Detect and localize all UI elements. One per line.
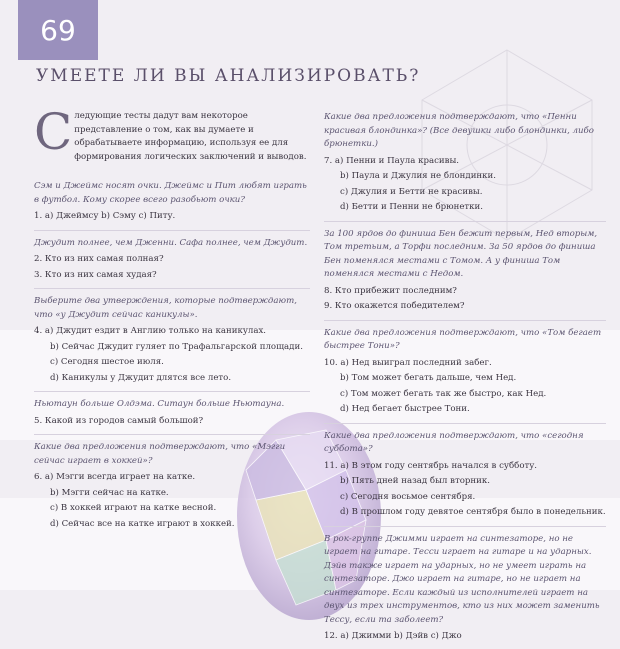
question-block <box>324 111 606 215</box>
answer-option: b) Сейчас Джудит гуляет по Трафальгарской площади. <box>50 341 303 352</box>
drop-cap: С <box>34 103 73 161</box>
divider <box>34 288 310 289</box>
answer-option: d) В прошлом году девятое сентября было в понедельник. <box>340 507 606 517</box>
question-line: 8. Кто прибежит последним? <box>324 285 457 296</box>
question-line: 11. а) В этом году сентябрь начался в субботу. <box>324 460 538 471</box>
question-intro: За 100 ярдов до финиша Бен бежит первым, Нед вторым, Том третьим, а Торфи последним. За 50 ярдов до финиша Бен поменялся местами с Томом. А у финиша Том поменялся местами с Недом. <box>324 228 598 279</box>
answer-option: b) Мэгги сейчас на катке. <box>50 487 169 498</box>
question-block <box>324 228 606 314</box>
question-block <box>324 327 606 417</box>
question-line: 10. а) Нед выиграл последний забег. <box>324 357 492 368</box>
left-column <box>34 103 310 533</box>
question-line: 6. а) Мэгги всегда играет на катке. <box>34 472 196 482</box>
answer-option: b) Пять дней назад был вторник. <box>340 476 490 486</box>
question-line: 3. Кто из них самая худая? <box>34 269 157 280</box>
question-block <box>324 533 606 644</box>
intro-paragraph <box>34 103 310 172</box>
question-intro: Сэм и Джеймс носят очки. Джеймс и Пит любят играть в футбол. Кому скорее всего разобьют очки? <box>34 181 307 205</box>
answer-option: с) Сегодня восьмое сентября. <box>340 491 476 502</box>
question-intro: Какие два предложения подтверждают, что «Том бегает быстрее Тони»? <box>324 327 602 351</box>
question-line: 4. а) Джудит ездит в Англию только на каникулах. <box>34 326 267 336</box>
page-title: УМЕЕТЕ ЛИ ВЫ АНАЛИЗИРОВАТЬ? <box>36 66 421 86</box>
question-intro: Какие два предложения подтверждают, что «сегодня суббота»? <box>324 430 584 454</box>
answer-option: с) Том может бегать так же быстро, как Нед. <box>340 388 547 399</box>
question-intro: Джудит полнее, чем Дженни. Сафа полнее, чем Джудит. <box>34 237 308 248</box>
question-intro: Какие два предложения подтверждают, что «Мэгги сейчас играет в хоккей»? <box>34 442 286 466</box>
question-line: 5. Какой из городов самый большой? <box>34 415 204 426</box>
question-block <box>34 180 310 224</box>
question-line: 2. Кто из них самая полная? <box>34 254 164 264</box>
question-block <box>324 430 606 520</box>
intro-text: ледующие тесты дадут вам некоторое представление о том, как вы думаете и обрабатываете информацию, используя ее для формирования логических заключений и выводов. <box>74 111 307 162</box>
divider <box>34 391 310 392</box>
question-intro: Какие два предложения подтверждают, что «Пенни красивая блондинка»? (Все девушки либо блондинки, либо брюнетки.) <box>324 112 594 149</box>
question-block <box>34 295 310 385</box>
answer-option: b) Том может бегать дальше, чем Нед. <box>340 373 517 383</box>
divider <box>324 221 606 222</box>
answer-option: с) Сегодня шестое июля. <box>50 357 164 367</box>
question-block <box>34 441 310 531</box>
answer-option: d) Сейчас все на катке играют в хоккей. <box>50 518 235 529</box>
divider <box>324 526 606 527</box>
answer-option: с) В хоккей играют на катке весной. <box>50 503 217 513</box>
question-block <box>34 237 310 283</box>
answer-option: с) Джулия и Бетти не красивы. <box>340 186 483 197</box>
answer-option: d) Нед бегает быстрее Тони. <box>340 404 470 414</box>
divider <box>34 230 310 231</box>
question-line: 12. а) Джимми b) Дэйв с) Джо <box>324 631 462 641</box>
divider <box>324 320 606 321</box>
question-line: 9. Кто окажется победителем? <box>324 301 465 311</box>
question-block <box>34 398 310 428</box>
answer-option: d) Бетти и Пенни не брюнетки. <box>340 202 484 212</box>
page-number: 69 <box>18 0 98 60</box>
question-intro: Ньютаун больше Олдэма. Ситаун больше Ньютауна. <box>34 399 285 409</box>
question-intro: Выберите два утверждения, которые подтверждают, что «у Джудит сейчас каникулы». <box>34 296 297 320</box>
answer-option: d) Каникулы у Джудит длятся все лето. <box>50 372 232 383</box>
question-line: 1. а) Джеймсу b) Сэму с) Питу. <box>34 211 176 221</box>
question-line: 7. а) Пенни и Паула красивы. <box>324 155 460 166</box>
divider <box>34 434 310 435</box>
question-intro: В рок-группе Джимми играет на синтезаторе, но не играет на гитаре. Тесси играет на гитаре и на ударных. Дэйв также играет на ударных, но не умеет играть на синтезаторе. Джо играет на гитаре, но не играет на синтезаторе. Если каждый из исполнителей играет на двух из трех инструментов, кто из них может заменить Тессу, если та заболеет? <box>324 533 600 625</box>
answer-option: b) Паула и Джулия не блондинки. <box>340 171 496 181</box>
divider <box>324 423 606 424</box>
right-column <box>324 105 606 646</box>
